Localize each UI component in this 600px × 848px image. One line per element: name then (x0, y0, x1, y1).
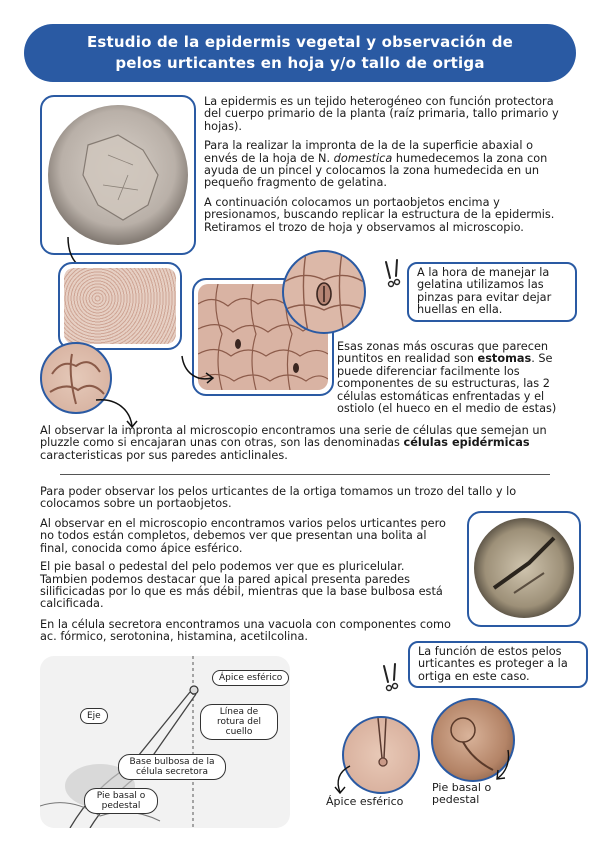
gelatina-note: A la hora de manejar la gelatina utilizamos las pinzas para evitar dejar huellas en ella. (407, 262, 577, 322)
epidermal-cells-paragraph: Al observar la impronta al microscopio encontramos una serie de células que semejan un pluzzle como si encajaran unas con otras, son las denominadas células epidérmicas caracteristicas por sus paredes anticlinales. (40, 424, 547, 462)
stinging-hair-micrograph (474, 518, 574, 618)
intro-text-block (204, 96, 566, 234)
hairs-paragraph-3: En la célula secretora encontramos una vacuola con componentes como ac. fórmico, serotonina, histamina, acetilcolina. (40, 618, 451, 644)
epidermis-low-mag-frame (58, 262, 182, 350)
section-divider (60, 474, 550, 475)
function-note: La función de estos pelos urticantes es proteger a la ortiga en este caso. (408, 641, 588, 688)
title-line-2: pelos urticantes en hoja y/o tallo de ortiga (115, 54, 485, 72)
hairs-paragraph-2: El pie basal o pedestal del pelo podemos ver que es pluricelular. Tambien podemos destacar que la pared apical presenta paredes silificicadas por lo que es más débil, mientras que la base bulbosa está calcificada. (40, 560, 443, 611)
exclamation-icon (382, 258, 408, 288)
label-pie-basal: Pie basal o pedestal (84, 788, 158, 814)
leaf-impression-photo-frame (40, 95, 196, 255)
exclamation-icon (380, 662, 406, 694)
title-line-1: Estudio de la epidermis vegetal y observación de (86, 33, 514, 51)
intro-paragraph-3: A continuación colocamos un portaobjetos encima y presionamos, buscando replicar la estructura de la epidermis. Retiramos el trozo de hoja y observamos al microscopio. (204, 195, 555, 234)
stinging-hair-diagram (40, 656, 290, 828)
caption-apice: Ápice esférico (326, 795, 404, 808)
curved-arrow-icon (330, 762, 360, 796)
label-linea-rotura: Línea de rotura del cuello (200, 704, 278, 740)
stomata-paragraph: Esas zonas más oscuras que parecen puntitos en realidad son estomas. Se puede diferenciar facilmente los componentes de su estructuras, las 2 células estomáticas enfrentadas y el ostiolo (el hueco en el medio de estas) (337, 340, 557, 416)
stem-paragraph: Para poder observar los pelos urticantes de la ortiga tomamos un trozo del tallo y lo colocamos sobre un portaobjetos. (40, 485, 517, 511)
curved-arrow-icon (488, 748, 518, 784)
curved-arrow-icon (178, 352, 218, 392)
hairs-text-block (40, 518, 455, 611)
label-apice-esferico: Ápice esférico (212, 670, 289, 686)
page-title (24, 24, 576, 82)
caption-pie-basal: Pie basal o pedestal (432, 781, 492, 806)
stoma-zoom-circle (282, 250, 366, 334)
intro-paragraph-2: Para la realizar la impronta de la de la superficie abaxial o envés de la hoja de N. domestica humedecemos la zona con ayuda de un pincel y colocamos la zona humedecida en un pequeño fragmento de gelatina. (204, 139, 548, 190)
label-base-bulbosa: Base bulbosa de la célula secretora (118, 754, 226, 780)
leaf-impression-micrograph (48, 105, 188, 245)
intro-paragraph-1: La epidermis es un tejido heterogéneo con función protectora del cuerpo primario de la planta (raíz primaria, tallo primario y hojas). (204, 95, 559, 133)
epidermis-low-mag-micrograph (64, 268, 176, 344)
stinging-hair-photo-frame (467, 511, 581, 627)
hairs-paragraph-1: Al observar en el microscopio encontramos varios pelos urticantes pero no todos están completos, debemos ver que presentan una bolita al final, conocida como ápice esférico. (40, 517, 446, 555)
label-eje: Eje (80, 708, 108, 724)
